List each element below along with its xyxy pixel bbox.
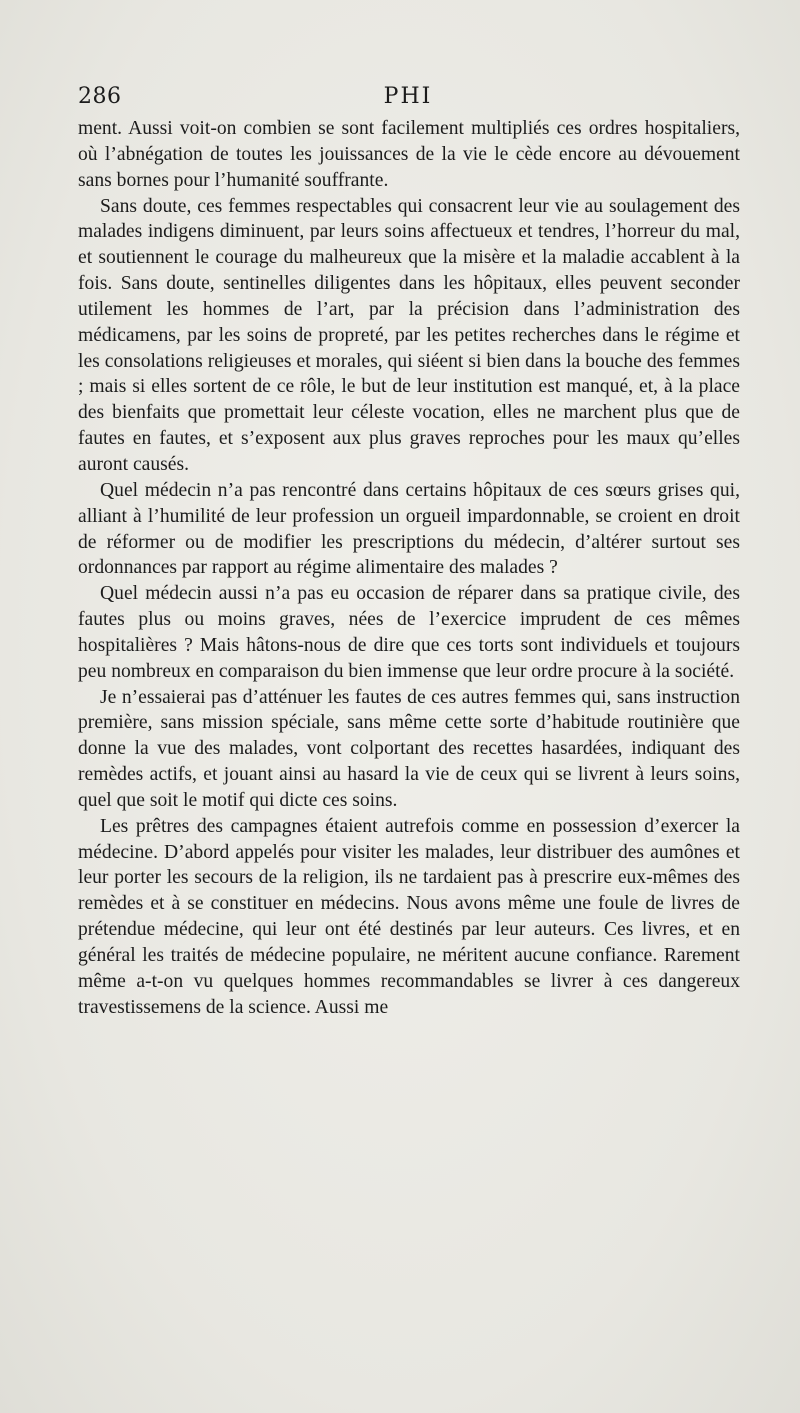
running-head: PHI	[383, 84, 433, 109]
body-text	[78, 116, 740, 1021]
paragraph-4: Quel médecin aussi n’a pas eu occasion de réparer dans sa pratique civile, des fautes plus ou moins graves, nées de l’exercice imprudent de ces mêmes hospitalières ? Mais hâtons-nous de dire que ces torts sont individuels et toujours peu nombreux en comparaison du bien immense que leur ordre procure à la société.	[78, 583, 740, 682]
paragraph-3: Quel médecin n’a pas rencontré dans certains hôpitaux de ces sœurs grises qui, alliant à l’humilité de leur profession un orgueil impardonnable, se croient en droit de réformer ou de modifier les prescriptions du médecin, d’altérer surtout ses ordonnances par rapport au régime alimentaire des malades ?	[78, 479, 740, 579]
page-header	[78, 84, 738, 114]
paragraph-5: Je n’essaierai pas d’atténuer les fautes de ces autres femmes qui, sans instruction première, sans mission spéciale, sans même cette sorte d’habitude routinière que donne la vue des malades, vont colportant des recettes hasardées, indiquant des remèdes actifs, et jouant ainsi au hasard la vie de ceux qui se livrent à leurs soins, quel que soit le motif qui dicte ces soins.	[78, 686, 740, 811]
paragraph-1: ment. Aussi voit-on combien se sont facilement multipliés ces ordres hospitaliers, où l’abnégation de toutes les jouissances de la vie le cède encore au dévouement sans bornes pour l’humanité souffrante.	[78, 118, 740, 191]
page-number: 286	[78, 84, 122, 109]
paragraph-2: Sans doute, ces femmes respectables qui consacrent leur vie au soulagement des malades indigens diminuent, par leurs soins affectueux et tendres, l’horreur du mal, et soutiennent le courage du malheureux que la misère et la maladie accablent à la fois. Sans doute, sentinelles diligentes dans les hôpitaux, elles peuvent seconder utilement les hommes de l’art, par la précision dans l’administration des médicamens, par les soins de propreté, par les petites recherches dans le régime et les consolations religieuses et morales, qui siéent si bien dans la bouche des femmes ; mais si elles sortent de ce rôle, le but de leur institution est manqué, et, à la place des bienfaits que promettait leur céleste vocation, elles ne marchent plus que de fautes en fautes, et s’exposent aux plus graves reproches pour les maux qu’elles auront causés.	[78, 195, 740, 475]
paragraph-6: Les prêtres des campagnes étaient autrefois comme en possession d’exercer la médecine. D’abord appelés pour visiter les malades, leur distribuer des aumônes et leur porter les secours de la religion, ils ne tardaient pas à prescrire eux-mêmes des remèdes et à se constituer en médecins. Nous avons même une foule de livres de prétendue médecine, qui leur ont été destinés par leur auteurs. Ces livres, et en général les traités de médecine populaire, ne méritent aucune confiance. Rarement même a-t-on vu quelques hommes recommandables se livrer à ces dangereux travestissemens de la science. Aussi me	[78, 815, 740, 1018]
